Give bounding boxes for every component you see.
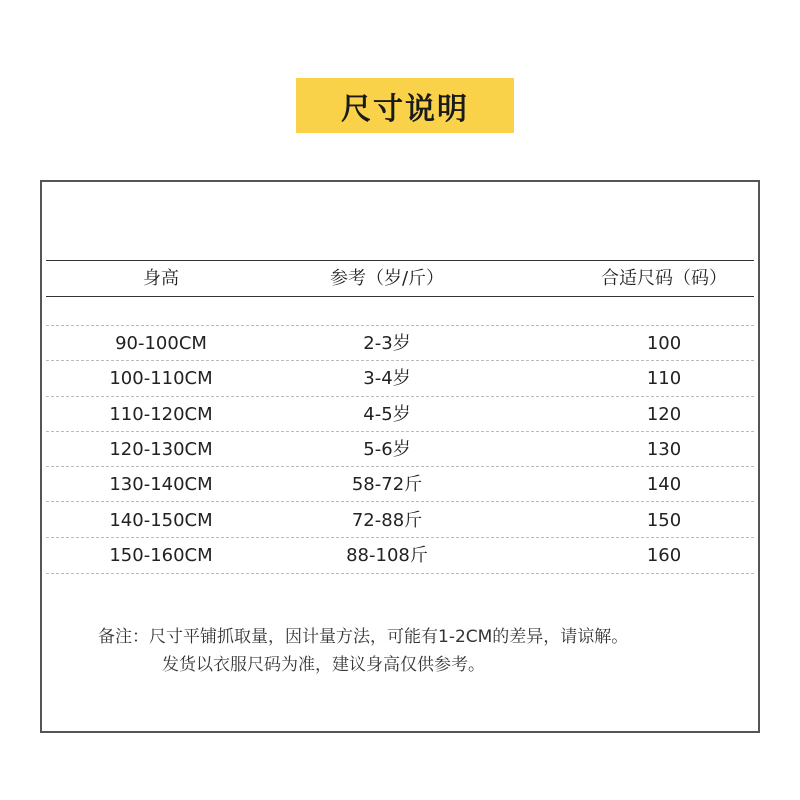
table-row bbox=[46, 397, 754, 432]
cell-reference: 2-3岁 bbox=[363, 333, 411, 354]
cell-height: 140-150CM bbox=[109, 510, 213, 531]
row-divider bbox=[46, 501, 754, 502]
table-row bbox=[46, 326, 754, 361]
cell-height: 130-140CM bbox=[109, 474, 213, 495]
header-top-rule bbox=[46, 260, 754, 261]
cell-height: 90-100CM bbox=[115, 333, 207, 354]
note-block bbox=[98, 623, 628, 679]
table-row bbox=[46, 467, 754, 502]
cell-size: 130 bbox=[646, 439, 682, 460]
header-size: 合适尺码（码） bbox=[601, 268, 727, 289]
cell-height: 150-160CM bbox=[109, 545, 213, 566]
note-line-2: 发货以衣服尺码为准，建议身高仅供参考。 bbox=[162, 655, 485, 675]
table-header bbox=[46, 262, 754, 296]
cell-height: 120-130CM bbox=[109, 439, 213, 460]
table-row bbox=[46, 538, 754, 573]
cell-reference: 88-108斤 bbox=[346, 545, 428, 566]
row-divider bbox=[46, 573, 754, 574]
title-banner bbox=[296, 78, 514, 133]
cell-reference: 5-6岁 bbox=[363, 439, 411, 460]
cell-size: 120 bbox=[646, 404, 682, 425]
cell-size: 160 bbox=[646, 545, 682, 566]
header-height: 身高 bbox=[143, 268, 179, 289]
header-reference: 参考（岁/斤） bbox=[329, 268, 445, 289]
table-row bbox=[46, 361, 754, 396]
cell-reference: 58-72斤 bbox=[351, 474, 423, 495]
cell-reference: 3-4岁 bbox=[363, 368, 411, 389]
cell-size: 150 bbox=[646, 510, 682, 531]
header-bottom-rule bbox=[46, 296, 754, 297]
cell-height: 110-120CM bbox=[109, 404, 213, 425]
cell-size: 100 bbox=[646, 333, 682, 354]
cell-height: 100-110CM bbox=[109, 368, 213, 389]
table-row bbox=[46, 432, 754, 467]
cell-size: 140 bbox=[646, 474, 682, 495]
note-line-1: 备注：尺寸平铺抓取量，因计量方法，可能有1-2CM的差异，请谅解。 bbox=[98, 627, 629, 647]
cell-size: 110 bbox=[646, 368, 682, 389]
cell-reference: 72-88斤 bbox=[351, 510, 423, 531]
table-row bbox=[46, 503, 754, 538]
page-title: 尺寸说明 bbox=[341, 91, 469, 127]
cell-reference: 4-5岁 bbox=[363, 404, 411, 425]
